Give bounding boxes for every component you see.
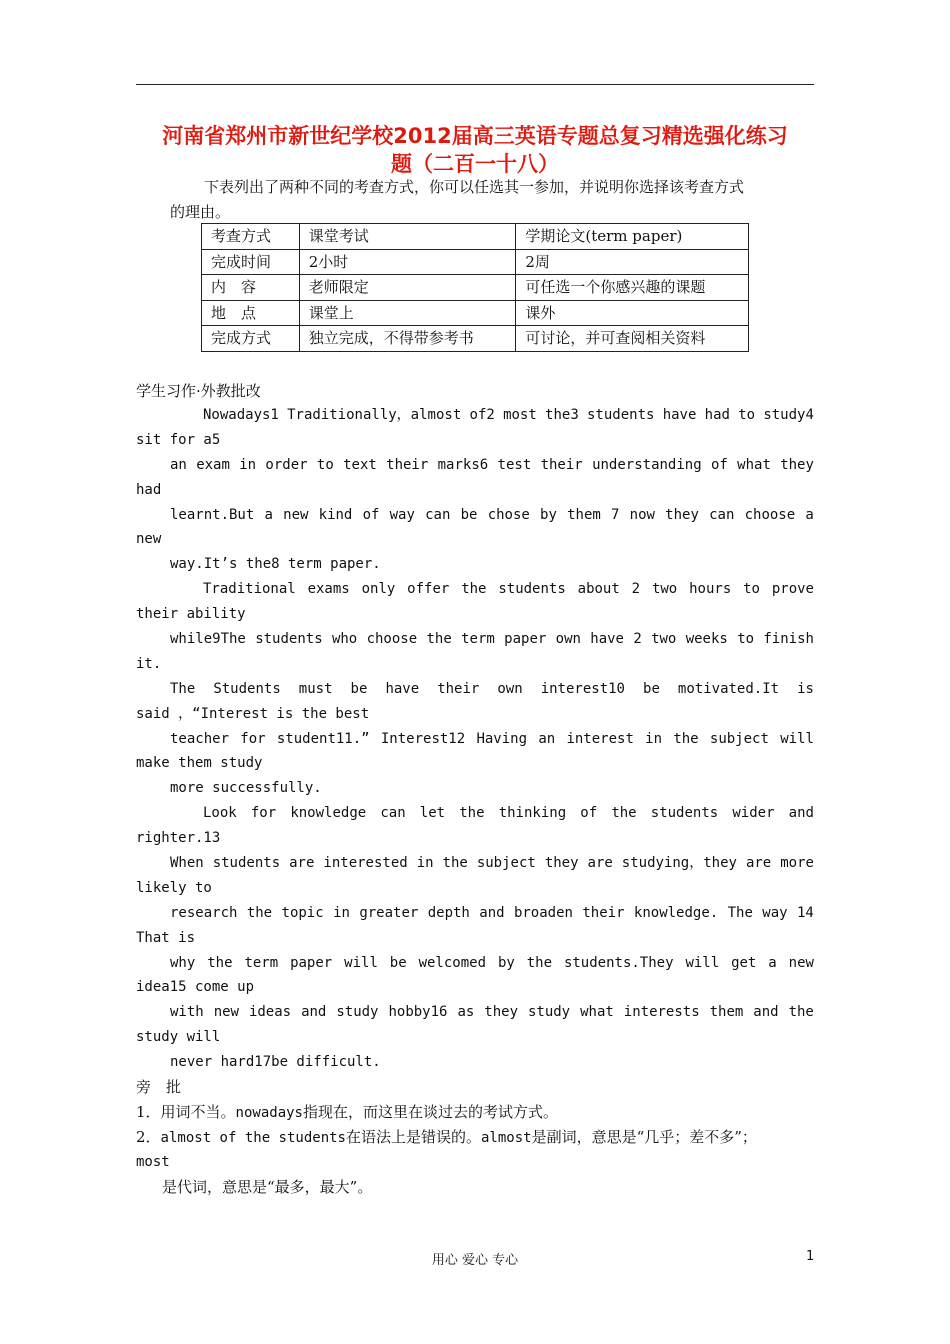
essay-word: of	[362, 506, 380, 523]
essay-line	[136, 453, 814, 478]
essay-line	[136, 1000, 814, 1025]
essay-word: their	[540, 456, 583, 473]
essay-word: to	[738, 407, 756, 423]
note-2	[136, 1125, 814, 1150]
essay-word: be	[350, 680, 368, 697]
essay-word: order	[265, 456, 308, 473]
table-cell: 内 容	[202, 275, 300, 301]
essay-word: interested	[323, 855, 408, 872]
essay-word: be	[389, 954, 407, 971]
note-1-term: nowadays	[235, 1105, 303, 1121]
essay-word: are	[745, 855, 772, 872]
table-cell: 2周	[516, 249, 749, 275]
essay-word: thinking	[498, 805, 567, 822]
essay-word: their	[437, 680, 480, 697]
essay-word: own	[497, 680, 523, 697]
essay-word: study	[336, 1004, 379, 1021]
essay-word: wider	[732, 805, 775, 822]
essay-word: an	[170, 456, 187, 473]
essay-word: them	[567, 506, 601, 523]
essay-line: make them study	[136, 755, 263, 772]
essay-line: righter.13	[136, 830, 221, 847]
note-2-continuation: 是代词，意思是“最多，最大”。	[162, 1178, 373, 1196]
document-title	[136, 122, 814, 178]
table-cell: 老师限定	[299, 275, 516, 301]
essay-word: paper	[290, 954, 333, 971]
essay-line	[136, 951, 814, 976]
essay-word: and	[301, 1004, 327, 1021]
essay-word: in	[239, 456, 257, 473]
essay-word: exam	[196, 456, 230, 473]
note-1	[136, 1100, 814, 1125]
essay-word: of	[710, 456, 728, 473]
essay-word: must	[298, 680, 333, 697]
essay-word: be	[643, 680, 660, 697]
essay-word: greater	[359, 904, 419, 921]
instruction-line-2: 的理由。	[170, 203, 231, 221]
essay-word: will	[780, 730, 814, 747]
notes-heading: 旁 批	[136, 1078, 182, 1096]
essay-line: likely to	[136, 879, 212, 896]
essay-line: never hard17be difficult.	[170, 1054, 381, 1071]
essay-word: study	[527, 1004, 571, 1021]
essay-word: an	[538, 730, 556, 747]
table-cell: 课堂考试	[299, 224, 516, 250]
essay-word: weeks	[685, 631, 728, 648]
essay-word: with	[170, 1004, 204, 1021]
note-2-text: 在语法上是错误的。	[345, 1128, 481, 1146]
essay-word: finish	[763, 631, 814, 648]
essay-word: two	[651, 631, 677, 648]
essay-word: as	[457, 1004, 475, 1021]
essay-word: way	[389, 506, 415, 523]
essay-word: topic	[281, 904, 324, 921]
essay-line	[136, 677, 814, 702]
essay-word: get	[731, 954, 757, 971]
essay-word: interests	[623, 1004, 700, 1021]
essay-word: Having	[476, 730, 528, 747]
essay-line: more successfully.	[170, 780, 322, 797]
essay-word: choose	[744, 506, 796, 523]
essay-word: the	[461, 581, 487, 598]
essay-word: by	[497, 954, 515, 971]
essay-line	[136, 503, 814, 528]
essay-word: while9The	[170, 631, 246, 648]
essay-word: students	[587, 407, 655, 423]
essay-word: studying，they	[621, 855, 737, 872]
essay-word: subject	[709, 730, 769, 747]
essay-line	[136, 851, 814, 876]
essay-word: them	[709, 1004, 744, 1021]
essay-word: they	[544, 855, 579, 872]
essay-line: their ability	[136, 606, 246, 623]
essay-word: The	[727, 904, 753, 921]
note-2-number: 2．	[136, 1128, 161, 1146]
table-cell: 学期论文(term paper)	[516, 224, 749, 250]
essay-word: of2	[469, 407, 495, 423]
essay-word: are	[587, 855, 613, 872]
essay-word: Look	[203, 805, 237, 822]
essay-word: to	[743, 581, 760, 598]
essay-word: hours	[689, 581, 732, 598]
essay-word: ideas	[248, 1004, 292, 1021]
essay-word: the	[788, 1004, 814, 1021]
essay-word: term	[244, 954, 279, 971]
essay-word: now	[629, 506, 655, 523]
essay-word: can	[380, 805, 406, 822]
essay-line: said ，“Interest is the best	[136, 705, 370, 722]
essay-word: the3	[545, 407, 579, 423]
comparison-table	[201, 223, 749, 352]
essay-word: Traditional	[203, 581, 296, 598]
student-essay	[136, 403, 814, 1075]
essay-word: When	[170, 855, 204, 872]
essay-word: can	[425, 506, 451, 523]
table-cell: 可任选一个你感兴趣的课题	[516, 275, 749, 301]
essay-word: what	[737, 456, 771, 473]
essay-word: have	[590, 631, 624, 648]
essay-word: Traditionally，almost	[287, 407, 462, 423]
essay-word: in	[416, 855, 434, 872]
essay-word: their	[582, 904, 625, 921]
essay-word: a	[768, 954, 777, 971]
essay-word: had	[704, 407, 730, 423]
table-row	[202, 224, 749, 250]
table-cell: 课堂上	[299, 300, 516, 326]
essay-word: study4	[763, 407, 814, 423]
essay-word: who	[331, 631, 358, 648]
essay-word: interest10	[540, 680, 625, 697]
table-row	[202, 275, 749, 301]
essay-word: most	[503, 407, 537, 423]
essay-word: 2	[633, 631, 642, 648]
essay-heading: 学生习作·外教批改	[136, 382, 261, 400]
essay-word: new	[283, 506, 309, 523]
essay-word: only	[361, 581, 396, 598]
essay-word: be	[460, 506, 478, 523]
essay-line: way.It’s the8 term paper.	[170, 556, 381, 573]
essay-line: had	[136, 481, 162, 498]
essay-word: way	[762, 904, 788, 921]
essay-word: the	[673, 730, 699, 747]
essay-word: can	[709, 506, 735, 523]
essay-line: study will	[136, 1029, 221, 1046]
note-1-text: 指现在，而这里在谈过去的考试方式。	[302, 1103, 558, 1121]
essay-word: let	[419, 805, 446, 822]
essay-word: broaden	[513, 904, 573, 921]
essay-line: it.	[136, 655, 162, 672]
essay-word: why	[170, 954, 196, 971]
essay-word: is	[797, 680, 814, 697]
instruction-line-1: 下表列出了两种不同的考查方式，你可以任选其一参加，并说明你选择该考查方式	[204, 178, 745, 196]
essay-word: new	[213, 1004, 239, 1021]
essay-word: subject	[476, 855, 536, 872]
essay-word: research	[170, 904, 238, 921]
essay-word: have	[662, 407, 697, 423]
essay-word: own	[555, 631, 581, 648]
essay-word: paper	[504, 631, 547, 648]
essay-word: exams	[307, 581, 350, 598]
essay-word: 7	[611, 506, 620, 523]
essay-word: hobby16	[388, 1004, 448, 1021]
footer-motto: 用心 爱心 专心	[431, 1253, 519, 1268]
essay-line: new	[136, 531, 162, 548]
essay-word: more	[780, 855, 814, 872]
essay-word: they	[484, 1004, 518, 1021]
margin-notes	[136, 1075, 814, 1200]
essay-word: to	[316, 456, 334, 473]
table-cell: 地 点	[202, 300, 300, 326]
essay-word: Interest12	[380, 730, 466, 747]
table-row	[202, 326, 749, 352]
essay-word: students	[498, 581, 566, 598]
essay-word: text	[343, 456, 377, 473]
essay-word: students	[650, 805, 719, 822]
essay-word: choose	[366, 631, 418, 648]
essay-word: and	[788, 805, 814, 822]
essay-word: interest	[566, 730, 634, 747]
essay-line: idea15 come up	[136, 979, 255, 996]
essay-word: marks6	[437, 456, 489, 473]
table-cell: 可讨论，并可查阅相关资料	[516, 326, 749, 352]
essay-word: test	[497, 456, 532, 473]
essay-line	[136, 727, 814, 752]
task-instruction	[136, 175, 814, 225]
essay-word: for	[240, 730, 266, 747]
page-number: 1	[806, 1249, 815, 1264]
essay-word: about	[577, 581, 620, 598]
table-row	[202, 300, 749, 326]
essay-word: a	[805, 506, 814, 523]
table-cell: 完成方式	[202, 326, 300, 352]
essay-word: knowledge	[290, 805, 367, 822]
essay-word: motivated.It	[677, 680, 780, 697]
note-2-term: most	[136, 1154, 170, 1170]
essay-line: sit for a5	[136, 431, 221, 448]
essay-word: for	[250, 805, 277, 822]
essay-word: are	[289, 855, 315, 872]
essay-word: The	[170, 680, 196, 697]
essay-word: knowledge.	[633, 904, 719, 921]
essay-word: offer	[407, 581, 450, 598]
table-cell: 2小时	[299, 249, 516, 275]
title-line-2: 题（二百一十八）	[391, 152, 559, 176]
essay-word: the	[611, 805, 637, 822]
essay-word: 2	[631, 581, 641, 598]
table-row	[202, 249, 749, 275]
essay-word: they	[665, 506, 699, 523]
essay-word: the	[426, 631, 452, 648]
essay-word: term	[461, 631, 495, 648]
essay-word: understanding	[592, 456, 702, 473]
table-cell: 完成时间	[202, 249, 300, 275]
essay-word: of	[580, 805, 598, 822]
essay-line	[136, 901, 814, 926]
essay-word: and	[753, 1004, 779, 1021]
essay-line	[136, 403, 814, 428]
essay-word: prove	[771, 581, 814, 598]
essay-word: the	[207, 954, 233, 971]
title-line-1: 河南省郑州市新世纪学校2012届高三英语专题总复习精选强化练习	[162, 124, 788, 148]
essay-word: will	[685, 954, 720, 971]
essay-word: teacher	[170, 730, 230, 747]
note-2-term: almost	[481, 1130, 532, 1146]
essay-word: students.They	[563, 954, 674, 971]
note-2-term: almost of the students	[160, 1130, 346, 1146]
essay-word: to	[737, 631, 755, 648]
essay-word: the	[526, 954, 553, 971]
essay-line	[136, 627, 814, 652]
essay-line	[136, 577, 814, 602]
essay-word: and	[479, 904, 505, 921]
essay-word: student11.”	[276, 730, 370, 747]
essay-word: chose	[487, 506, 530, 523]
essay-word: depth	[427, 904, 470, 921]
note-2-text: 是副词，意思是“几乎；差不多”；	[531, 1128, 757, 1146]
essay-word: by	[540, 506, 557, 523]
essay-word: in	[333, 904, 350, 921]
essay-word: learnt.But	[170, 506, 255, 523]
essay-word: students	[255, 631, 323, 648]
header-rule	[136, 84, 814, 85]
essay-word: kind	[318, 506, 353, 523]
essay-word: students	[212, 855, 281, 872]
essay-word: what	[580, 1004, 614, 1021]
essay-line	[136, 801, 814, 826]
table-cell: 课外	[516, 300, 749, 326]
essay-word: have	[385, 680, 420, 697]
essay-word: two	[651, 581, 678, 598]
essay-word: welcomed	[418, 954, 487, 971]
note-1-number: 1．用词不当。	[136, 1103, 236, 1121]
essay-word: they	[780, 456, 814, 473]
essay-word: Nowadays1	[203, 407, 279, 423]
table-cell: 考查方式	[202, 224, 300, 250]
essay-word: in	[645, 730, 663, 747]
essay-word: the	[246, 904, 273, 921]
essay-word: new	[788, 954, 814, 971]
essay-word: the	[459, 805, 485, 822]
essay-word: will	[344, 954, 378, 971]
essay-word: their	[386, 456, 429, 473]
essay-word: the	[442, 855, 468, 872]
essay-line: That is	[136, 929, 196, 946]
essay-word: 14	[796, 904, 814, 921]
essay-word: Students	[213, 680, 281, 697]
table-cell: 独立完成，不得带参考书	[299, 326, 516, 352]
essay-word: a	[264, 506, 273, 523]
